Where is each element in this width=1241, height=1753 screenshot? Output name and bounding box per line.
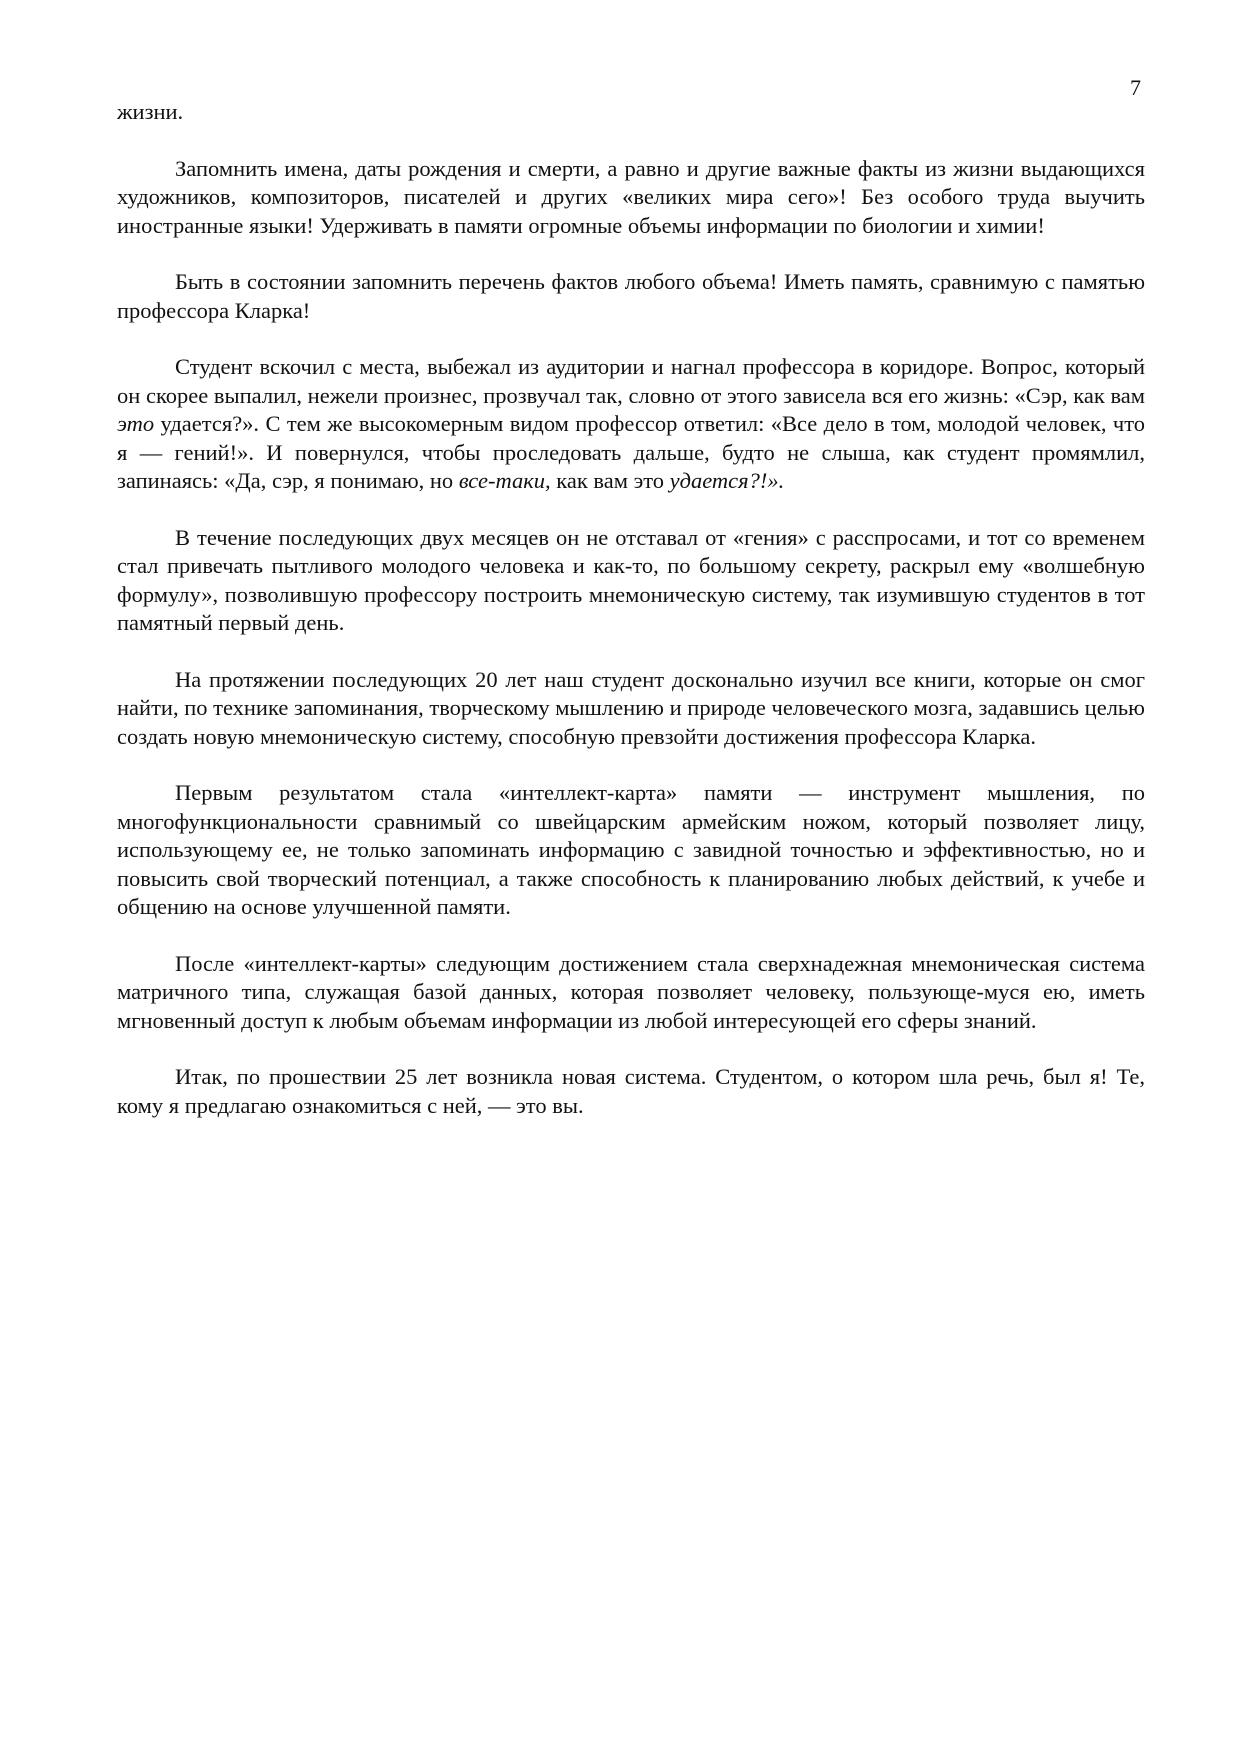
body-text bbox=[117, 98, 1145, 1148]
paragraph: Запомнить имена, даты рождения и смерти, а равно и другие важные факты из жизни выдающихся художников, композиторов, писателей и других «великих мира сего»! Без особого труда выучить иностранные языки! Удерживать в памяти огромные объемы информации по биологии и химии! bbox=[117, 155, 1145, 238]
paragraph-with-emphasis bbox=[117, 353, 1145, 496]
paragraph: В течение последующих двух месяцев он не отставал от «гения» с расспросами, и тот со временем стал привечать пытливого молодого человека и как-то, по большому секрету, раскрыл ему «волшебную формулу», позволившую профессору построить мнемоническую систему, так изумившую студентов в тот памятный первый день. bbox=[117, 524, 1145, 635]
paragraph: Первым результатом стала «интеллект-карта» памяти — инструмент мышления, по многофункциональности сравнимый со швейцарским армейским ножом, который позволяет лицу, использующему ее, не только запоминать информацию с завидной точностью и эффективностью, но и повысить свой творческий потенциал, а также способность к планированию любых действий, к учебе и общению на основе улучшенной памяти. bbox=[117, 780, 1145, 919]
text-run: как вам это bbox=[550, 468, 670, 493]
text-run: удается?». С тем же высокомерным видом профессор ответил: «Все дело в том, молодой человек, что я — гений!». И повернулся, чтобы проследовать дальше, будто не слыша, как студент промямлил, запинаясь: «Да, сэр, я понимаю, но bbox=[117, 411, 1145, 493]
paragraph: На протяжении последующих 20 лет наш студент досконально изучил все книги, которые он смог найти, по технике запоминания, творческому мышлению и природе человеческого мозга, задавшись целью создать новую мнемоническую систему, способную превзойти достижения профессора Кларка. bbox=[117, 666, 1145, 749]
page-number: 7 bbox=[1130, 75, 1141, 100]
text-run: Студент вскочил с места, выбежал из аудитории и нагнал профессора в коридоре. Вопрос, который он скорее выпалил, нежели произнес, прозвучал так, словно от этого зависела вся его жизнь: «Сэр, как вам bbox=[117, 354, 1145, 408]
emphasis-text: это bbox=[117, 411, 155, 436]
paragraph: Быть в состоянии запомнить перечень фактов любого объема! Иметь память, сравнимую с памятью профессора Кларка! bbox=[117, 269, 1145, 323]
emphasis-text: все-таки, bbox=[458, 468, 551, 493]
paragraph: После «интеллект-карты» следующим достижением стала сверхнадежная мнемоническая система матричного типа, служащая базой данных, которая позволяет человеку, пользующе-муся ею, иметь мгновенный доступ к любым объемам информации из любой интересующей его сферы знаний. bbox=[117, 950, 1145, 1033]
paragraph: Итак, по прошествии 25 лет возникла новая система. Студентом, о котором шла речь, был я! Те, кому я предлагаю ознакомиться с ней, — это вы. bbox=[117, 1064, 1145, 1118]
emphasis-text: удается?!». bbox=[669, 468, 785, 493]
paragraph-continued: жизни. bbox=[117, 99, 184, 124]
